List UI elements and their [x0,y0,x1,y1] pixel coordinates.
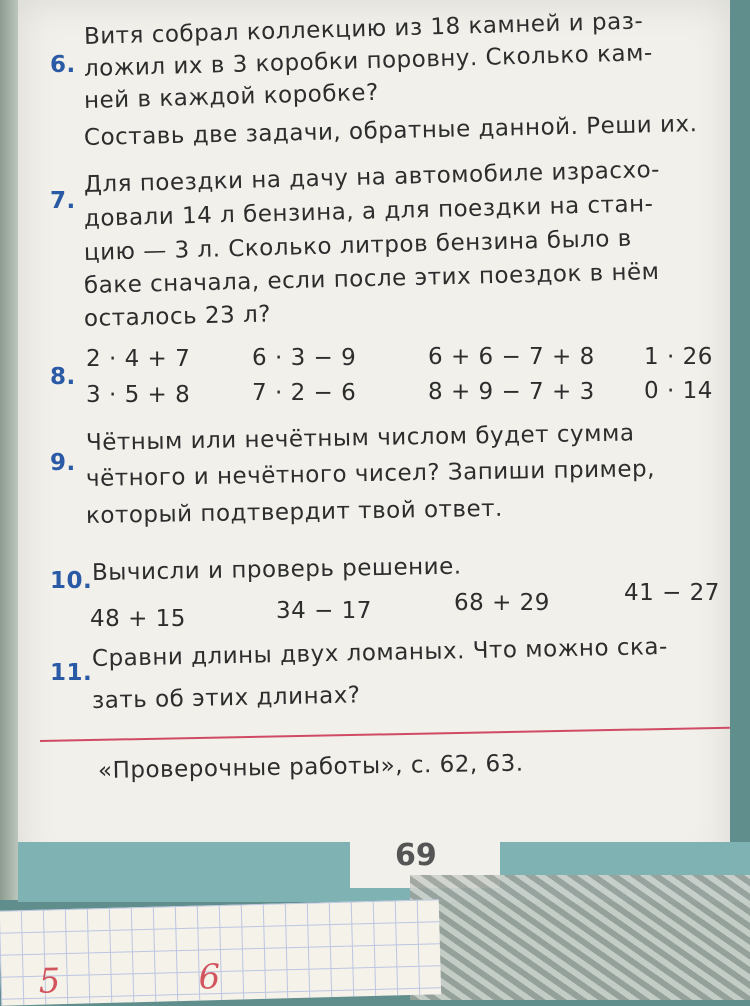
page-number: 69 [395,838,437,873]
task-7-line-5: осталось 23 л? [83,301,272,332]
task-8-expression: 2 · 4 + 7 [86,346,191,372]
task-7-line-1: Для поездки на дачу на автомобиле израсхо- [83,156,661,198]
task-7-line-2: довали 14 л бензина, а для поездки на стан- [83,191,654,232]
task-8-expression: 6 + 6 − 7 + 8 [428,344,595,370]
task-6-line-3: ней в каждой коробке? [83,79,380,114]
task-7-line-4: баке сначала, если после этих поездок в нём [83,258,660,299]
task-8-expression: 1 · 26 [644,344,713,370]
task-6-number: 6. [50,52,76,78]
task-7-number: 7. [50,188,76,214]
workbook-reference: «Проверочные работы», с. 62, 63. [97,750,524,784]
task-6-line-1: Витя собрал коллекцию из 18 камней и раз- [83,8,644,50]
task-8-expression: 6 · 3 − 9 [252,345,357,371]
task-10-example: 48 + 15 [90,606,186,632]
task-11-line-1: Сравни длины двух ломаных. Что можно ска- [91,633,669,672]
task-9-number: 9. [50,450,76,476]
task-11-number: 11. [50,660,93,686]
handwritten-digit-right: 6 [198,957,221,998]
task-8-expression: 8 + 9 − 7 + 3 [428,379,595,405]
task-9-line-1: Чётным или нечётным числом будет сумма [85,420,635,456]
task-10-example: 34 − 17 [276,598,372,624]
task-9-line-3: который подтвердит твой ответ. [85,495,504,529]
task-6-line-4: Составь две задачи, обратные данной. Реши их. [83,111,698,151]
handwritten-digit-left: 5 [38,961,61,1002]
notebook-sheet [0,899,441,1005]
task-10-example: 41 − 27 [624,580,720,606]
task-9-line-2: чётного и нечётного чисел? Запиши пример, [85,456,656,492]
task-8-expression: 3 · 5 + 8 [86,382,191,408]
task-11-line-2: зать об этих длинах? [91,682,361,714]
task-6-line-2: ложил их в 3 коробки поровну. Сколько кам- [83,40,654,82]
task-8-expression: 7 · 2 − 6 [252,380,357,406]
task-8-expression: 0 · 14 [644,378,713,404]
task-7-line-3: цию — 3 л. Сколько литров бензина было в [83,225,633,266]
task-10-number: 10. [50,568,93,594]
task-10-instruction: Вычисли и проверь решение. [91,553,462,586]
task-10-example: 68 + 29 [454,590,550,616]
task-8-number: 8. [50,364,76,390]
plastic-wrap [410,875,750,1000]
